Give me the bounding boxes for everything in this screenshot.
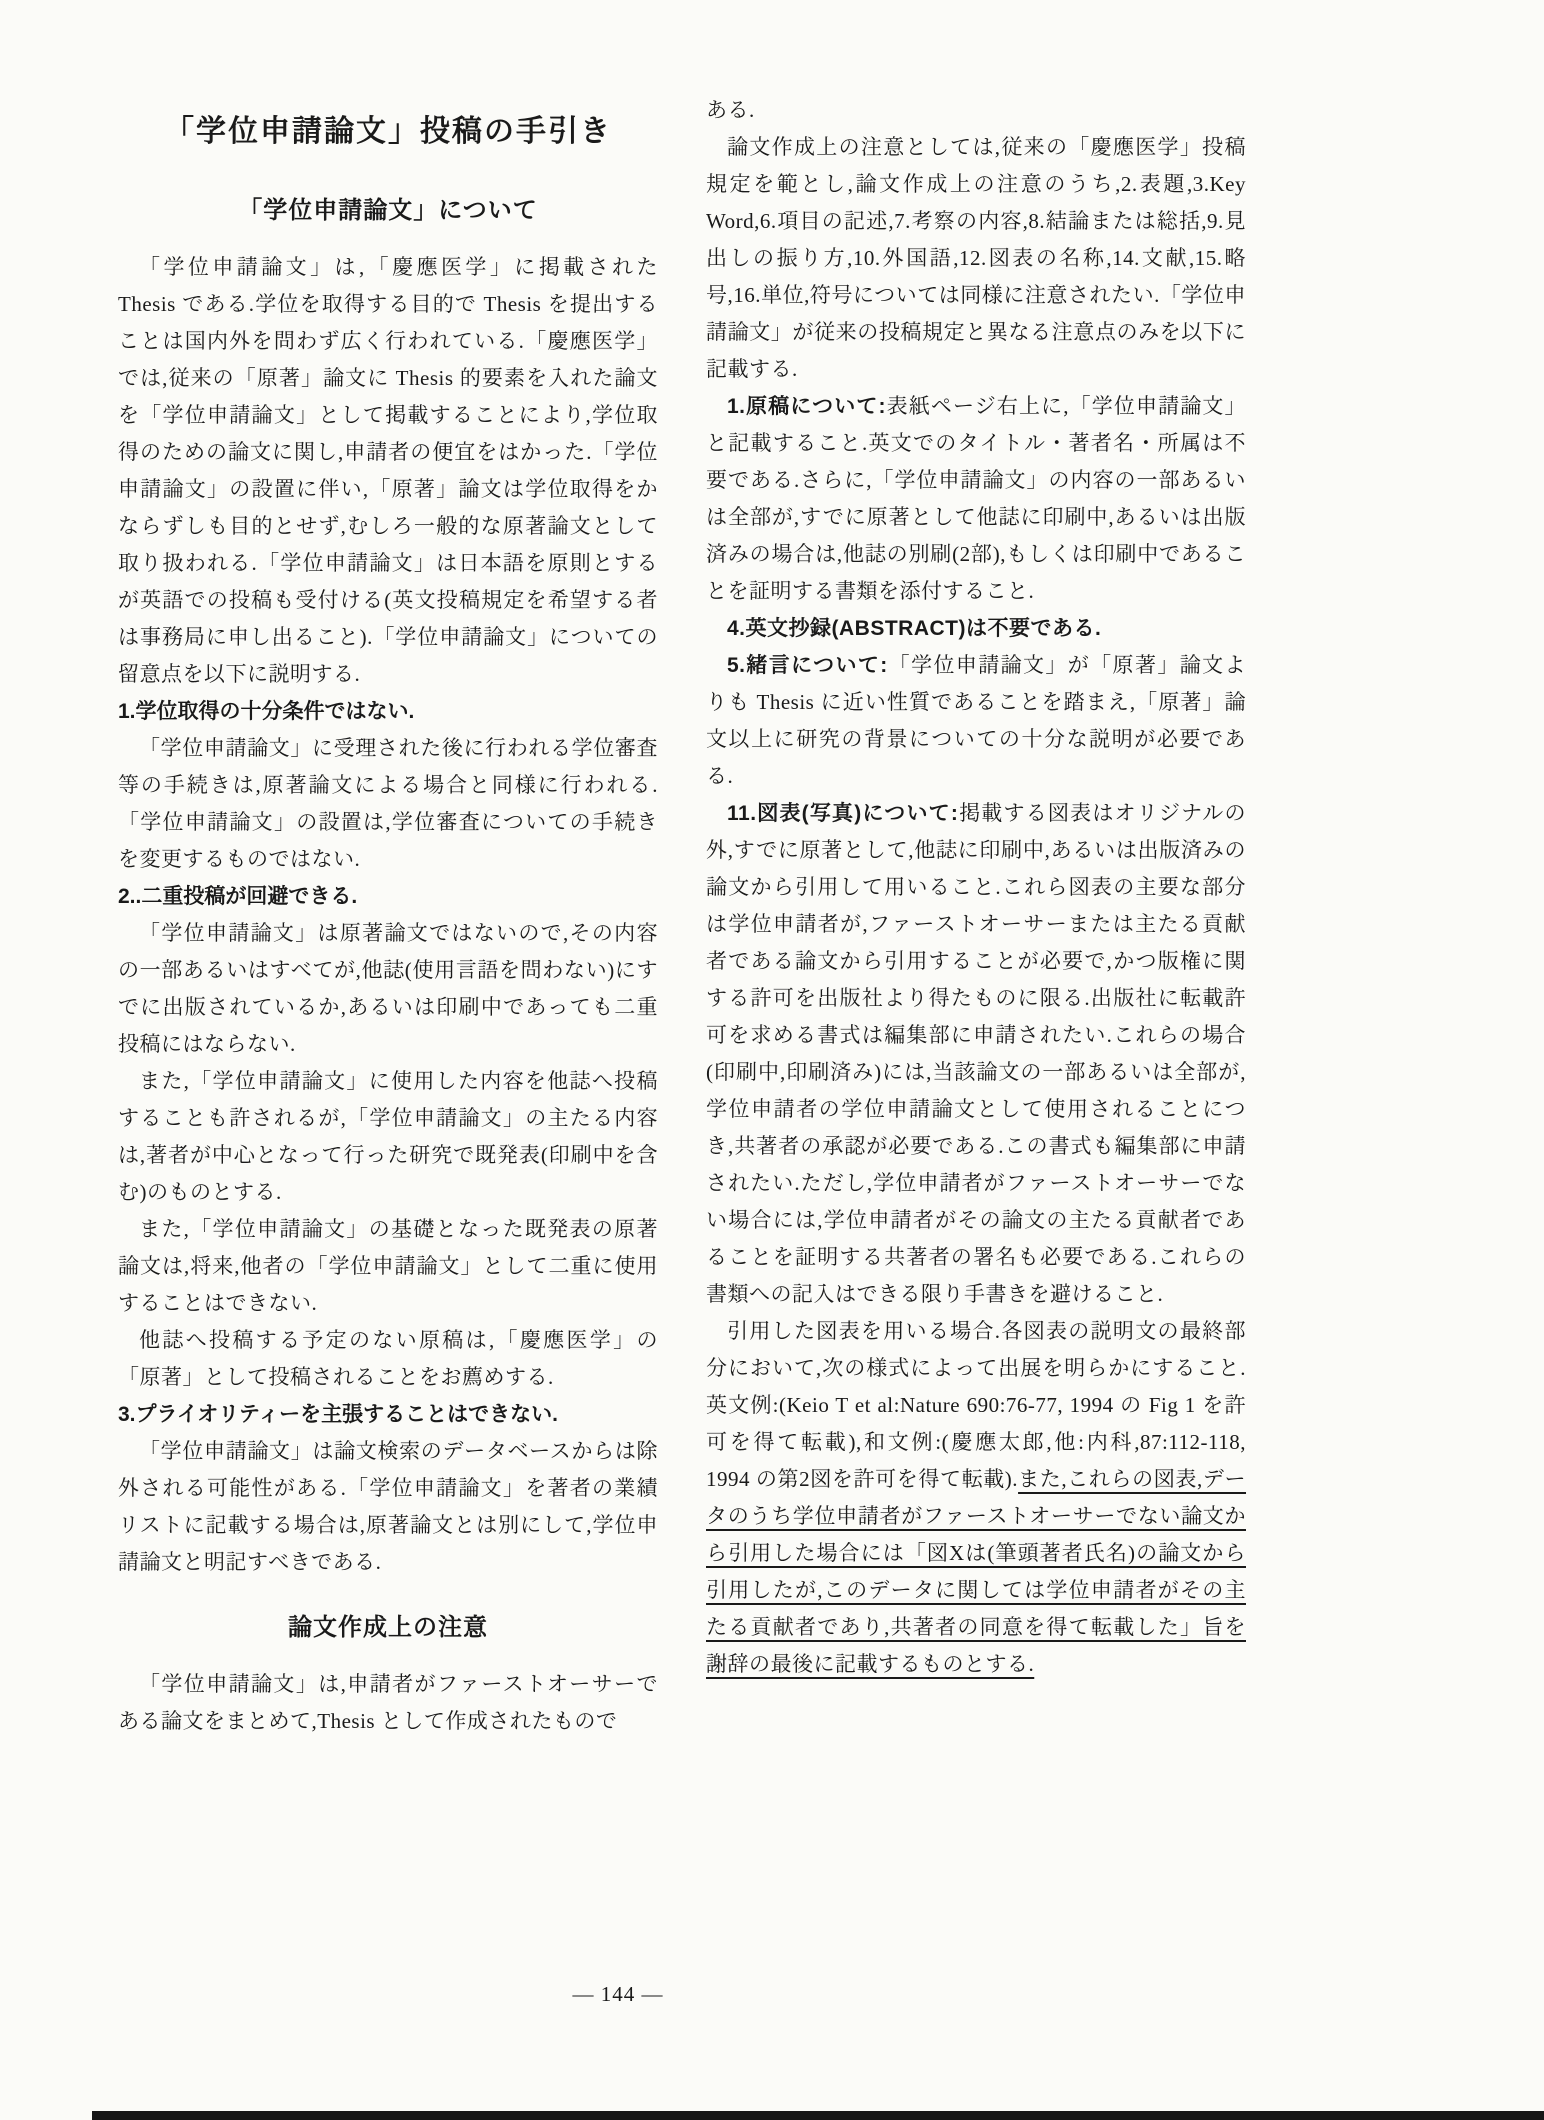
item-5-lead: 5.緒言について: <box>727 654 888 677</box>
page-columns <box>118 92 1246 1740</box>
left-column <box>118 92 658 1740</box>
paragraph-intro: 「学位申請論文」は,「慶應医学」に掲載された Thesis である.学位を取得する目的で Thesis を提出することは国内外を問わず広く行われている.「慶應医学」では,従来の「原著」論文に Thesis 的要素を入れた論文を「学位申請論文」として掲載することにより,学位取得のための論文に関し,申請者の便宜をはかった.「学位申請論文」の設置に伴い,「原著」論文は学位取得をかならずしも目的とせず,むしろ一般的な原著論文として取り扱われる.「学位申請論文」は日本語を原則とするが英語での投稿も受付ける(英文投稿規定を希望する者は事務局に申し出ること).「学位申請論文」についての留意点を以下に説明する. <box>118 255 658 686</box>
paragraph-continuation: ある. <box>706 98 755 122</box>
paragraph-citation-example <box>706 1313 1246 1683</box>
numbered-item-5 <box>706 647 1246 795</box>
subheading-1: 1.学位取得の十分条件ではない. <box>118 700 415 723</box>
paragraph-2b: また,「学位申請論文」に使用した内容を他誌へ投稿することも許されるが,「学位申請論文」の主たる内容は,著者が中心となって行った研究で既発表(印刷中を含む)のものとする. <box>118 1069 658 1204</box>
paragraph-notes-body: 論文作成上の注意としては,従来の「慶應医学」投稿規定を範とし,論文作成上の注意のうち,2.表題,3.Key Word,6.項目の記述,7.考察の内容,8.結論または総括,9.見出しの振り方,10.外国語,12.図表の名称,14.文献,15.略号,16.単位,符号については同様に注意されたい.「学位申請論文」が従来の投稿規定と異なる注意点のみを以下に記載する. <box>706 135 1246 381</box>
citation-example-text: 引用した図表を用いる場合.各図表の説明文の最終部分において,次の様式によって出展を明らかにすること.英文例:(Keio T et al:Nature 690:76-77, 1994 の Fig 1 を許可を得て転載),和文例:(慶應太郎,他:内科,87:112-118, 1994 の第2図を許可を得て転載). <box>706 1319 1246 1491</box>
paragraph-2d: 他誌へ投稿する予定のない原稿は,「慶應医学」の「原著」として投稿されることをお薦めする. <box>118 1328 658 1389</box>
document-title: 「学位申請論文」投稿の手引き <box>164 115 612 148</box>
item-1-text: 表紙ページ右上に,「学位申請論文」と記載すること.英文でのタイトル・著者名・所属は不要である.さらに,「学位申請論文」の内容の一部あるいは全部が,すでに原著として他誌に印刷中,あるいは出版済みの場合は,他誌の別刷(2部),もしくは印刷中であることを証明する書類を添付すること. <box>706 394 1246 603</box>
subheading-2: 2..二重投稿が回避できる. <box>118 885 358 908</box>
subheading-3: 3.プライオリティーを主張することはできない. <box>118 1403 558 1426</box>
numbered-item-4: 4.英文抄録(ABSTRACT)は不要である. <box>727 617 1102 640</box>
paragraph-2a: 「学位申請論文」は原著論文ではないので,その内容の一部あるいはすべてが,他誌(使用言語を問わない)にすでに出版されているか,あるいは印刷中であっても二重投稿にはならない. <box>118 921 658 1056</box>
section-heading-about: 「学位申請論文」について <box>238 197 538 224</box>
right-column <box>706 92 1246 1740</box>
paragraph-2c: また,「学位申請論文」の基礎となった既発表の原著論文は,将来,他者の「学位申請論文」として二重に使用することはできない. <box>118 1217 658 1315</box>
citation-example-underlined-text: また,これらの図表,データのうち学位申請者がファーストオーサーでない論文から引用した場合には「図Xは(筆頭著者氏名)の論文から引用したが,このデータに関しては学位申請者がその主たる貢献者であり,共著者の同意を得て転載した」旨を謝辞の最後に記載するものとする. <box>706 1467 1247 1676</box>
section-heading-notes: 論文作成上の注意 <box>288 1614 488 1641</box>
item-1-lead: 1.原稿について: <box>727 395 886 418</box>
scan-artifact-bottom-edge <box>92 2111 1544 2120</box>
item-5-text: 「学位申請論文」が「原著」論文よりも Thesis に近い性質であることを踏まえ,「原著」論文以上に研究の背景についての十分な説明が必要である. <box>706 653 1246 788</box>
page-number: — 144 — <box>572 1982 664 2006</box>
numbered-item-1 <box>706 388 1246 610</box>
paragraph-3: 「学位申請論文」は論文検索のデータベースからは除外される可能性がある.「学位申請論文」を著者の業績リストに記載する場合は,原著論文とは別にして,学位申請論文と明記すべきである. <box>118 1439 658 1574</box>
item-11-lead: 11.図表(写真)について: <box>727 802 959 825</box>
numbered-item-11 <box>706 795 1246 1313</box>
paragraph-notes-intro: 「学位申請論文」は,申請者がファーストオーサーである論文をまとめて,Thesis として作成されたもので <box>118 1672 658 1733</box>
item-11-text: 掲載する図表はオリジナルの外,すでに原著として,他誌に印刷中,あるいは出版済みの論文から引用して用いること.これら図表の主要な部分は学位申請者が,ファーストオーサーまたは主たる貢献者である論文から引用することが必要で,かつ版権に関する許可を出版社より得たものに限る.出版社に転載許可を求める書式は編集部に申請されたい.これらの場合(印刷中,印刷済み)には,当該論文の一部あるいは全部が,学位申請者の学位申請論文として使用されることにつき,共著者の承認が必要である.この書式も編集部に申請されたい.ただし,学位申請者がファーストオーサーでない場合には,学位申請者がその論文の主たる貢献者であることを証明する共著者の署名も必要である.これらの書類への記入はできる限り手書きを避けること. <box>706 801 1247 1306</box>
paragraph-1: 「学位申請論文」に受理された後に行われる学位審査等の手続きは,原著論文による場合と同様に行われる.「学位申請論文」の設置は,学位審査についての手続きを変更するものではない. <box>118 736 658 871</box>
